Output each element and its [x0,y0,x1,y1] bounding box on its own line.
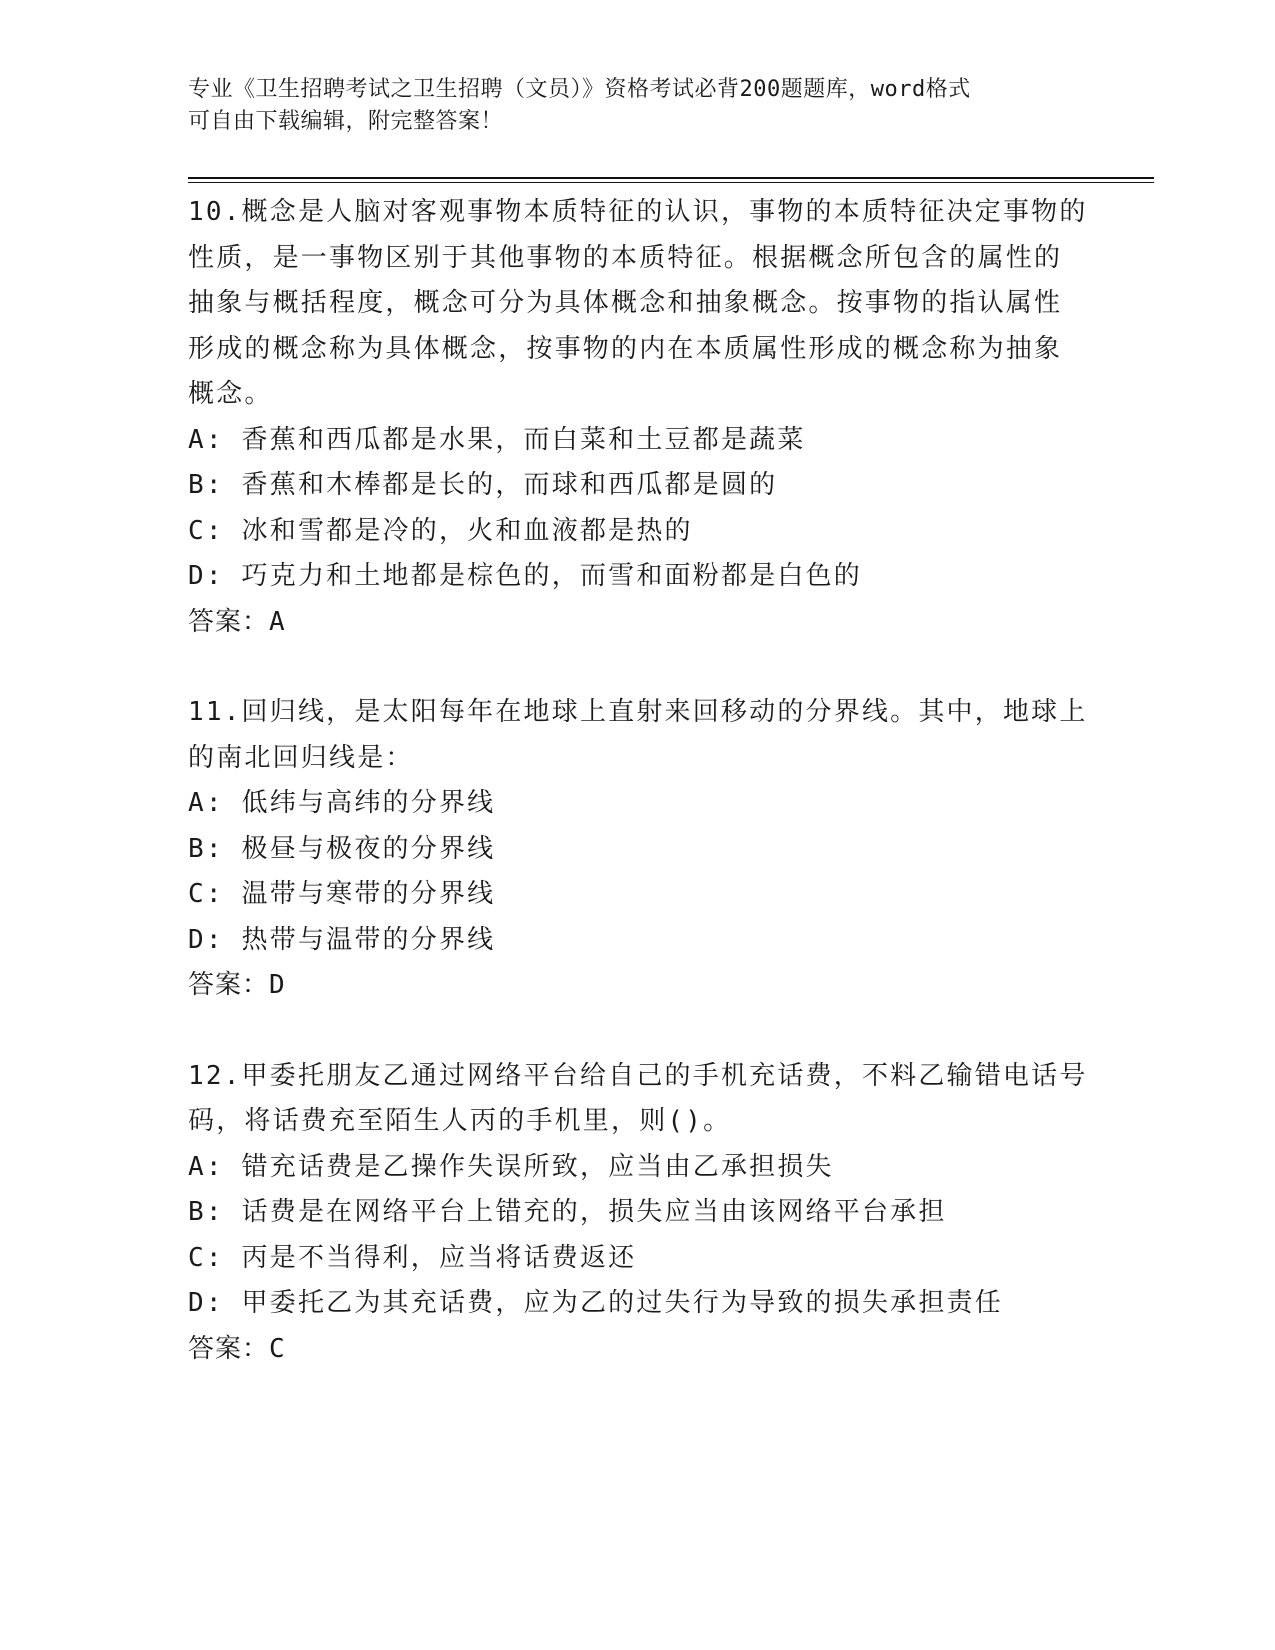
answer-value: D [269,970,287,1000]
question-list [188,190,1088,1372]
question-stem: 10.概念是人脑对客观事物本质特征的认识，事物的本质特征决定事物的性质，是一事物区别于其他事物的本质特征。根据概念所包含的属性的抽象与概括程度，概念可分为具体概念和抽象概念。按事物的指认属性形成的概念称为具体概念，按事物的内在本质属性形成的概念称为抽象概念。 [188,197,1088,409]
answer-line [188,1327,1088,1373]
option-b: B: 话费是在网络平台上错充的，损失应当由该网络平台承担 [188,1197,947,1227]
option-a: A: 低纬与高纬的分界线 [188,788,496,818]
option-d: D: 甲委托乙为其充话费，应为乙的过失行为导致的损失承担责任 [188,1288,1003,1318]
header-divider-thin [188,182,1154,183]
header-line-2: 可自由下载编辑，附完整答案！ [188,109,504,134]
option-c: C: 温带与寒带的分界线 [188,879,496,909]
answer-line [188,963,1088,1009]
question-12 [188,1054,1088,1373]
option-d: D: 热带与温带的分界线 [188,924,496,955]
answer-label: 答案： [188,1333,270,1364]
answer-label: 答案： [188,970,270,1000]
answer-value: A [269,606,287,637]
answer-label: 答案： [188,606,270,637]
question-stem: 12.甲委托朋友乙通过网络平台给自己的手机充话费，不料乙输错电话号码，将话费充至陌生人丙的手机里，则()。 [188,1060,1088,1136]
option-c: C: 冰和雪都是冷的，火和血液都是热的 [188,515,693,546]
option-a: A: 错充话费是乙操作失误所致，应当由乙承担损失 [188,1151,834,1182]
header-line-1: 专业《卫生招聘考试之卫生招聘（文员）》资格考试必背200题题库，word格式 [188,77,971,102]
document-header [188,74,1088,138]
answer-line [188,600,1088,646]
header-divider-thick [188,177,1154,179]
question-stem: 11.回归线，是太阳每年在地球上直射来回移动的分界线。其中，地球上的南北回归线是： [188,697,1088,773]
option-a: A: 香蕉和西瓜都是水果，而白菜和土豆都是蔬菜 [188,424,806,455]
option-b: B: 极昼与极夜的分界线 [188,833,496,864]
option-b: B: 香蕉和木棒都是长的，而球和西瓜都是圆的 [188,470,778,500]
question-10 [188,190,1088,645]
question-11 [188,690,1088,1009]
answer-value: C [269,1333,287,1364]
option-c: C: 丙是不当得利，应当将话费返还 [188,1242,637,1273]
option-d: D: 巧克力和土地都是棕色的，而雪和面粉都是白色的 [188,561,862,591]
